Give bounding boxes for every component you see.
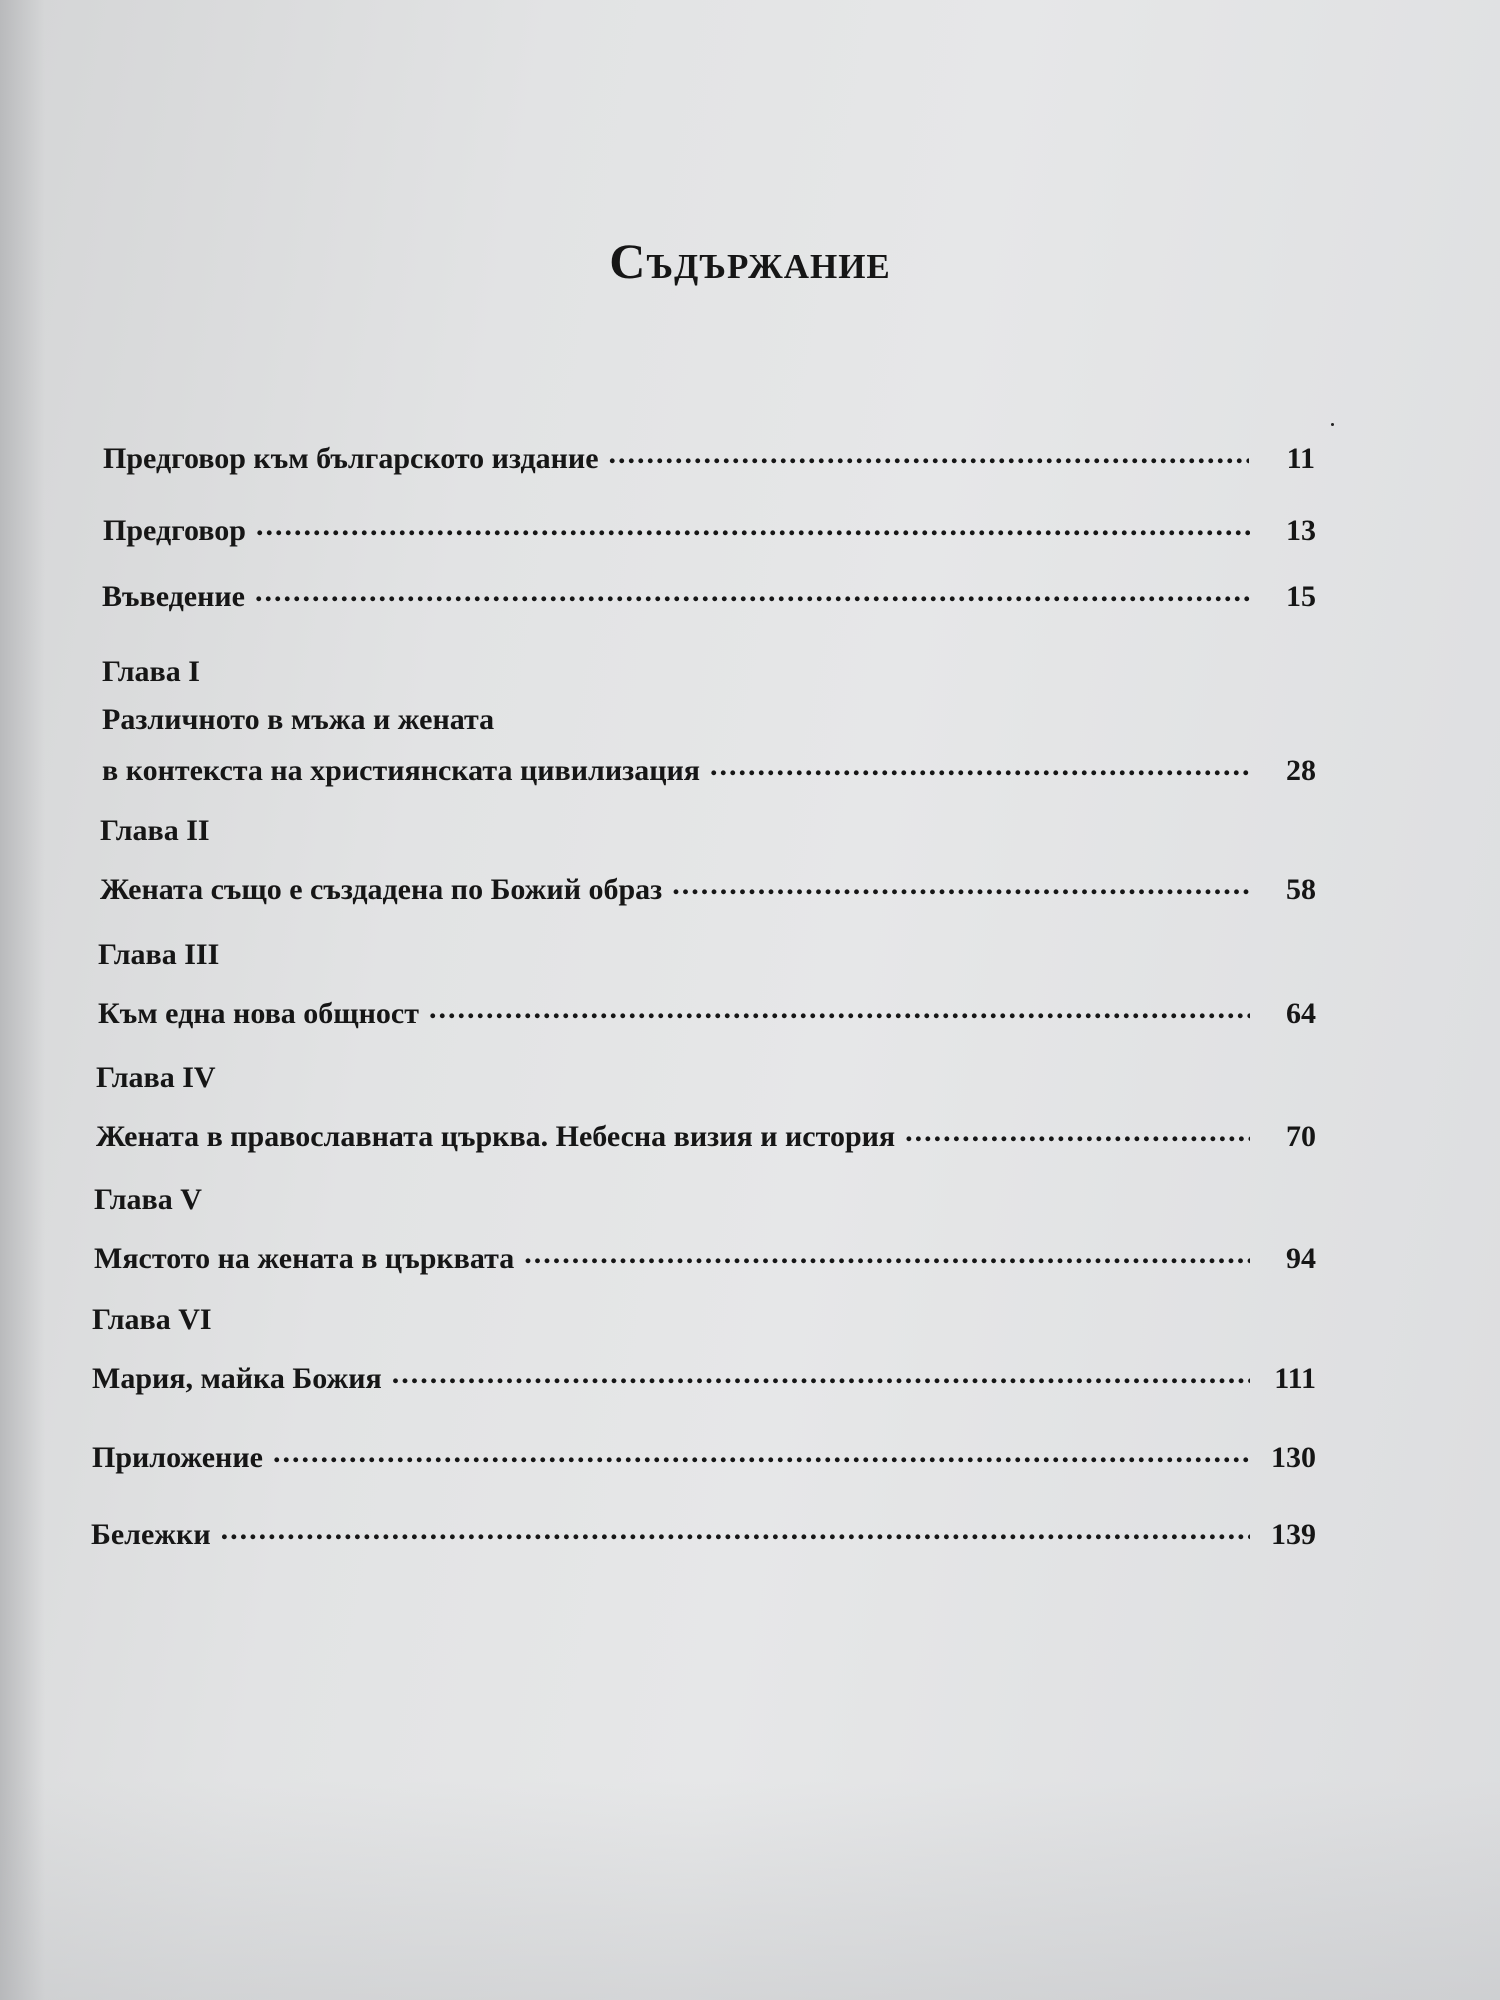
- toc-line: [92, 1433, 1316, 1478]
- page-number: 130: [1271, 1441, 1316, 1474]
- chapter-label: Глава IV: [96, 1061, 216, 1094]
- toc-entry-title: Бележки: [91, 1518, 211, 1551]
- toc-entry-title: Различното в мъжа и жената: [102, 703, 495, 736]
- toc-entry-chapter-2: [100, 811, 1316, 910]
- chapter-label: Глава III: [98, 938, 220, 971]
- toc-entry-title: Предговор към българското издание: [103, 442, 599, 475]
- toc-entry-foreword-bg: [103, 434, 1315, 479]
- toc-entry-title: Въведение: [102, 580, 245, 613]
- dot-leader: [710, 746, 1250, 780]
- page-title: Съдържание: [609, 233, 891, 289]
- page-number: 111: [1274, 1362, 1316, 1395]
- toc-entry-chapter-3: [98, 935, 1316, 1034]
- toc-line: [102, 572, 1316, 617]
- dot-leader: [256, 506, 1250, 540]
- dot-leader: [672, 865, 1250, 899]
- toc-entry-chapter-1: [102, 652, 1316, 791]
- page-number: 11: [1286, 442, 1315, 475]
- toc-line: [102, 746, 1316, 791]
- dot-leader: [429, 989, 1250, 1023]
- page-number: 64: [1286, 997, 1316, 1030]
- chapter-label: Глава V: [94, 1183, 202, 1216]
- toc-entry-introduction: [102, 572, 1316, 617]
- toc-entry-title: Приложение: [92, 1441, 263, 1474]
- toc-entry-title: Мястото на жената в църквата: [94, 1242, 515, 1275]
- toc-entry-title-cont: в контекста на християнската цивилизация: [102, 754, 700, 787]
- page-number: 15: [1286, 580, 1316, 613]
- reverse-page-show-through: [150, 120, 1350, 243]
- toc-entry-title: Мария, майка Божия: [92, 1362, 382, 1395]
- toc-entry-title: Жената в православната църква. Небесна визия и история: [96, 1120, 896, 1153]
- dot-leader: [273, 1433, 1250, 1467]
- toc-entry-title: Предговор: [103, 514, 246, 547]
- page-number: 58: [1286, 873, 1316, 906]
- chapter-label: Глава VI: [92, 1303, 212, 1336]
- toc-line: [103, 434, 1315, 479]
- page-number: 13: [1286, 514, 1316, 547]
- toc-entry-title: Жената също е създадена по Божий образ: [100, 873, 663, 906]
- page-number: 28: [1286, 754, 1316, 787]
- page-number: 70: [1286, 1120, 1316, 1153]
- dot-leader: [609, 434, 1249, 468]
- toc-entry-notes: [91, 1510, 1316, 1555]
- page-number: 94: [1286, 1242, 1316, 1275]
- dot-leader: [255, 572, 1250, 606]
- chapter-label: Глава II: [100, 814, 210, 847]
- toc-line: [100, 865, 1316, 910]
- toc-entry-title: Към една нова общност: [98, 997, 419, 1030]
- page-bottom-shadow: [0, 1780, 1500, 2000]
- toc-line: [103, 506, 1316, 551]
- chapter-label: Глава I: [102, 655, 200, 688]
- toc-line: [96, 1112, 1316, 1157]
- dot-leader: [905, 1112, 1250, 1146]
- toc-entry-chapter-5: [94, 1180, 1316, 1279]
- print-speck: [1331, 423, 1334, 426]
- toc-line: [92, 1354, 1316, 1399]
- page-number: 139: [1271, 1518, 1316, 1551]
- dot-leader: [221, 1510, 1250, 1544]
- toc-line: [94, 1234, 1316, 1279]
- dot-leader: [524, 1234, 1250, 1268]
- dot-leader: [392, 1354, 1250, 1388]
- toc-line: [91, 1510, 1316, 1555]
- page-gutter-shadow: [0, 0, 45, 2000]
- toc-entry-chapter-6: [92, 1300, 1316, 1399]
- toc-entry-chapter-4: [96, 1058, 1316, 1157]
- toc-entry-foreword: [103, 506, 1316, 551]
- toc-entry-appendix: [92, 1433, 1316, 1478]
- toc-line: [98, 989, 1316, 1034]
